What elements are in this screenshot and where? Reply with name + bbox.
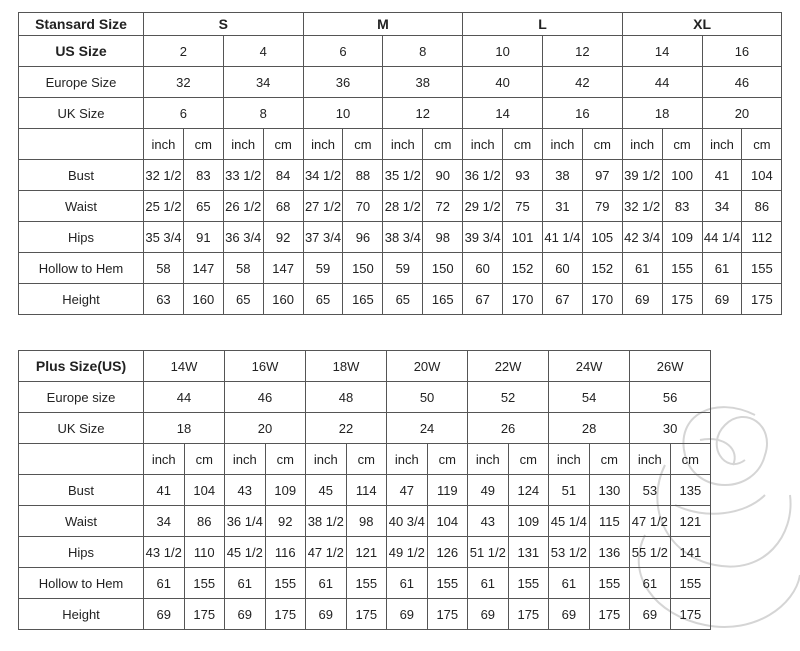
uk-size-cell: 6 <box>144 98 224 129</box>
plus-europe-size-cell: 46 <box>225 382 306 413</box>
measure-cell: 84 <box>263 160 303 191</box>
plus-measure-cell: 175 <box>670 599 711 630</box>
unit-cm: cm <box>503 129 543 160</box>
plus-measure-cell: 61 <box>387 568 428 599</box>
measure-cell: 170 <box>503 284 543 315</box>
plus-europe-size-label: Europe size <box>19 382 144 413</box>
unit-cm: cm <box>265 444 306 475</box>
plus-measure-cell: 126 <box>427 537 468 568</box>
plus-size-cell: 24W <box>549 351 630 382</box>
us-size-cell: 4 <box>223 36 303 67</box>
measure-cell: 65 <box>183 191 223 222</box>
measure-label: Bust <box>19 160 144 191</box>
plus-measure-row <box>19 475 711 506</box>
unit-inch: inch <box>542 129 582 160</box>
measure-cell: 90 <box>423 160 463 191</box>
unit-inch: inch <box>225 444 266 475</box>
plus-measure-cell: 43 1/2 <box>144 537 185 568</box>
unit-inch: inch <box>383 129 423 160</box>
unit-cm: cm <box>582 129 622 160</box>
us-size-row <box>19 36 782 67</box>
measure-cell: 59 <box>383 253 423 284</box>
measure-cell: 69 <box>702 284 742 315</box>
plus-uk-size-row <box>19 413 711 444</box>
plus-measure-cell: 119 <box>427 475 468 506</box>
plus-measure-cell: 36 1/4 <box>225 506 266 537</box>
measure-cell: 39 3/4 <box>463 222 503 253</box>
plus-measure-cell: 49 1/2 <box>387 537 428 568</box>
unit-cm: cm <box>508 444 549 475</box>
measure-label: Hollow to Hem <box>19 253 144 284</box>
measure-row <box>19 284 782 315</box>
plus-measure-cell: 69 <box>387 599 428 630</box>
measure-cell: 32 1/2 <box>144 160 184 191</box>
plus-measure-cell: 69 <box>468 599 509 630</box>
measure-row <box>19 160 782 191</box>
measure-label: Hips <box>19 222 144 253</box>
plus-measure-cell: 61 <box>306 568 347 599</box>
measure-cell: 25 1/2 <box>144 191 184 222</box>
plus-measure-cell: 136 <box>589 537 630 568</box>
measure-cell: 60 <box>542 253 582 284</box>
plus-measure-cell: 115 <box>589 506 630 537</box>
plus-europe-size-cell: 50 <box>387 382 468 413</box>
plus-measure-label: Bust <box>19 475 144 506</box>
plus-measure-cell: 114 <box>346 475 387 506</box>
measure-cell: 67 <box>542 284 582 315</box>
uk-size-cell: 10 <box>303 98 383 129</box>
plus-measure-cell: 92 <box>265 506 306 537</box>
measure-cell: 72 <box>423 191 463 222</box>
us-size-cell: 2 <box>144 36 224 67</box>
measure-cell: 33 1/2 <box>223 160 263 191</box>
plus-uk-size-label: UK Size <box>19 413 144 444</box>
uk-size-label: UK Size <box>19 98 144 129</box>
plus-measure-cell: 43 <box>468 506 509 537</box>
plus-size-header-row <box>19 351 711 382</box>
plus-measure-cell: 40 3/4 <box>387 506 428 537</box>
measure-cell: 170 <box>582 284 622 315</box>
plus-measure-cell: 43 <box>225 475 266 506</box>
europe-size-cell: 44 <box>622 67 702 98</box>
measure-cell: 58 <box>144 253 184 284</box>
measure-row <box>19 191 782 222</box>
measure-cell: 27 1/2 <box>303 191 343 222</box>
plus-measure-cell: 110 <box>184 537 225 568</box>
measure-cell: 109 <box>662 222 702 253</box>
measure-cell: 160 <box>183 284 223 315</box>
plus-measure-cell: 55 1/2 <box>630 537 671 568</box>
measure-cell: 37 3/4 <box>303 222 343 253</box>
measure-cell: 36 3/4 <box>223 222 263 253</box>
plus-measure-cell: 61 <box>468 568 509 599</box>
plus-measure-cell: 155 <box>427 568 468 599</box>
europe-size-cell: 36 <box>303 67 383 98</box>
measure-cell: 65 <box>223 284 263 315</box>
europe-size-cell: 42 <box>542 67 622 98</box>
measure-cell: 70 <box>343 191 383 222</box>
size-m: M <box>303 13 463 36</box>
plus-size-cell: 18W <box>306 351 387 382</box>
uk-size-cell: 12 <box>383 98 463 129</box>
measure-row <box>19 222 782 253</box>
unit-cm: cm <box>183 129 223 160</box>
plus-size-cell: 16W <box>225 351 306 382</box>
measure-cell: 155 <box>662 253 702 284</box>
europe-size-cell: 34 <box>223 67 303 98</box>
measure-cell: 175 <box>662 284 702 315</box>
plus-size-cell: 20W <box>387 351 468 382</box>
plus-measure-cell: 45 <box>306 475 347 506</box>
plus-measure-cell: 45 1/2 <box>225 537 266 568</box>
unit-cm: cm <box>662 129 702 160</box>
plus-measure-cell: 155 <box>589 568 630 599</box>
measure-cell: 101 <box>503 222 543 253</box>
uk-size-cell: 16 <box>542 98 622 129</box>
measure-cell: 67 <box>463 284 503 315</box>
measure-row <box>19 253 782 284</box>
measure-cell: 100 <box>662 160 702 191</box>
measure-cell: 61 <box>702 253 742 284</box>
plus-measure-cell: 104 <box>427 506 468 537</box>
measure-cell: 112 <box>742 222 782 253</box>
us-size-cell: 16 <box>702 36 782 67</box>
plus-measure-cell: 61 <box>630 568 671 599</box>
measure-cell: 58 <box>223 253 263 284</box>
plus-measure-cell: 175 <box>265 599 306 630</box>
plus-measure-cell: 47 1/2 <box>306 537 347 568</box>
plus-measure-cell: 155 <box>184 568 225 599</box>
unit-cm: cm <box>742 129 782 160</box>
us-size-cell: 8 <box>383 36 463 67</box>
plus-measure-cell: 135 <box>670 475 711 506</box>
uk-size-cell: 8 <box>223 98 303 129</box>
uk-size-cell: 18 <box>622 98 702 129</box>
unit-cm: cm <box>346 444 387 475</box>
plus-measure-row <box>19 599 711 630</box>
unit-inch: inch <box>702 129 742 160</box>
measure-cell: 38 <box>542 160 582 191</box>
unit-inch: inch <box>622 129 662 160</box>
plus-measure-cell: 69 <box>306 599 347 630</box>
measure-cell: 105 <box>582 222 622 253</box>
measure-cell: 63 <box>144 284 184 315</box>
plus-size-cell: 22W <box>468 351 549 382</box>
plus-measure-label: Waist <box>19 506 144 537</box>
plus-uk-size-cell: 22 <box>306 413 387 444</box>
measure-cell: 34 <box>702 191 742 222</box>
plus-measure-cell: 131 <box>508 537 549 568</box>
plus-measure-cell: 51 <box>549 475 590 506</box>
measure-cell: 97 <box>582 160 622 191</box>
plus-measure-cell: 141 <box>670 537 711 568</box>
plus-europe-size-cell: 52 <box>468 382 549 413</box>
plus-measure-cell: 69 <box>630 599 671 630</box>
plus-uk-size-cell: 28 <box>549 413 630 444</box>
plus-size-cell: 14W <box>144 351 225 382</box>
plus-measure-cell: 38 1/2 <box>306 506 347 537</box>
plus-measure-cell: 69 <box>225 599 266 630</box>
plus-measure-cell: 53 <box>630 475 671 506</box>
measure-cell: 96 <box>343 222 383 253</box>
unit-inch: inch <box>630 444 671 475</box>
europe-size-cell: 40 <box>463 67 543 98</box>
measure-cell: 88 <box>343 160 383 191</box>
plus-uk-size-cell: 26 <box>468 413 549 444</box>
measure-cell: 86 <box>742 191 782 222</box>
plus-uk-size-cell: 24 <box>387 413 468 444</box>
plus-measure-cell: 45 1/4 <box>549 506 590 537</box>
plus-size-table <box>18 350 711 630</box>
size-xl: XL <box>622 13 782 36</box>
plus-measure-cell: 124 <box>508 475 549 506</box>
measure-cell: 41 <box>702 160 742 191</box>
plus-measure-cell: 61 <box>549 568 590 599</box>
plus-measure-cell: 47 <box>387 475 428 506</box>
size-header-row <box>19 13 782 36</box>
measure-cell: 28 1/2 <box>383 191 423 222</box>
plus-measure-cell: 175 <box>427 599 468 630</box>
measure-cell: 165 <box>343 284 383 315</box>
plus-uk-size-cell: 20 <box>225 413 306 444</box>
measure-cell: 32 1/2 <box>622 191 662 222</box>
plus-measure-cell: 109 <box>265 475 306 506</box>
unit-inch: inch <box>144 129 184 160</box>
unit-row <box>19 129 782 160</box>
plus-measure-cell: 47 1/2 <box>630 506 671 537</box>
plus-measure-cell: 61 <box>225 568 266 599</box>
measure-cell: 79 <box>582 191 622 222</box>
uk-size-cell: 20 <box>702 98 782 129</box>
measure-cell: 42 3/4 <box>622 222 662 253</box>
unit-cm: cm <box>670 444 711 475</box>
plus-measure-cell: 175 <box>589 599 630 630</box>
uk-size-row <box>19 98 782 129</box>
us-size-cell: 6 <box>303 36 383 67</box>
plus-measure-cell: 155 <box>346 568 387 599</box>
measure-cell: 83 <box>662 191 702 222</box>
unit-cm: cm <box>184 444 225 475</box>
plus-measure-cell: 98 <box>346 506 387 537</box>
unit-inch: inch <box>463 129 503 160</box>
measure-cell: 83 <box>183 160 223 191</box>
measure-cell: 34 1/2 <box>303 160 343 191</box>
measure-cell: 91 <box>183 222 223 253</box>
plus-measure-cell: 175 <box>184 599 225 630</box>
measure-label: Height <box>19 284 144 315</box>
measure-cell: 69 <box>622 284 662 315</box>
measure-cell: 92 <box>263 222 303 253</box>
plus-uk-size-cell: 30 <box>630 413 711 444</box>
plus-measure-row <box>19 568 711 599</box>
plus-europe-size-cell: 48 <box>306 382 387 413</box>
unit-inch: inch <box>549 444 590 475</box>
measure-cell: 175 <box>742 284 782 315</box>
standard-size-label: Stansard Size <box>19 13 144 36</box>
plus-size-cell: 26W <box>630 351 711 382</box>
measure-cell: 155 <box>742 253 782 284</box>
plus-measure-cell: 69 <box>144 599 185 630</box>
measure-cell: 65 <box>303 284 343 315</box>
measure-cell: 39 1/2 <box>622 160 662 191</box>
plus-measure-cell: 34 <box>144 506 185 537</box>
plus-measure-row <box>19 506 711 537</box>
measure-cell: 26 1/2 <box>223 191 263 222</box>
plus-europe-size-cell: 54 <box>549 382 630 413</box>
plus-measure-cell: 155 <box>508 568 549 599</box>
measure-cell: 60 <box>463 253 503 284</box>
measure-cell: 150 <box>423 253 463 284</box>
measure-cell: 147 <box>263 253 303 284</box>
measure-cell: 44 1/4 <box>702 222 742 253</box>
plus-measure-cell: 109 <box>508 506 549 537</box>
measure-cell: 152 <box>503 253 543 284</box>
unit-cm: cm <box>263 129 303 160</box>
measure-cell: 65 <box>383 284 423 315</box>
unit-cm: cm <box>427 444 468 475</box>
measure-cell: 147 <box>183 253 223 284</box>
plus-measure-cell: 155 <box>670 568 711 599</box>
plus-europe-size-row <box>19 382 711 413</box>
plus-measure-cell: 175 <box>508 599 549 630</box>
plus-measure-cell: 69 <box>549 599 590 630</box>
plus-europe-size-cell: 56 <box>630 382 711 413</box>
plus-measure-cell: 53 1/2 <box>549 537 590 568</box>
measure-cell: 75 <box>503 191 543 222</box>
plus-measure-cell: 61 <box>144 568 185 599</box>
europe-size-row <box>19 67 782 98</box>
plus-size-label: Plus Size(US) <box>19 351 144 382</box>
measure-cell: 98 <box>423 222 463 253</box>
plus-measure-cell: 49 <box>468 475 509 506</box>
plus-unit-row <box>19 444 711 475</box>
plus-measure-cell: 51 1/2 <box>468 537 509 568</box>
plus-measure-cell: 104 <box>184 475 225 506</box>
plus-measure-label: Height <box>19 599 144 630</box>
measure-label: Waist <box>19 191 144 222</box>
measure-cell: 160 <box>263 284 303 315</box>
plus-measure-cell: 41 <box>144 475 185 506</box>
plus-unit-row-blank <box>19 444 144 475</box>
plus-measure-cell: 86 <box>184 506 225 537</box>
measure-cell: 35 1/2 <box>383 160 423 191</box>
unit-cm: cm <box>423 129 463 160</box>
plus-measure-row <box>19 537 711 568</box>
size-s: S <box>144 13 304 36</box>
measure-cell: 104 <box>742 160 782 191</box>
measure-cell: 68 <box>263 191 303 222</box>
plus-measure-cell: 130 <box>589 475 630 506</box>
measure-cell: 41 1/4 <box>542 222 582 253</box>
measure-cell: 38 3/4 <box>383 222 423 253</box>
plus-measure-label: Hips <box>19 537 144 568</box>
unit-cm: cm <box>589 444 630 475</box>
europe-size-cell: 46 <box>702 67 782 98</box>
us-size-cell: 12 <box>542 36 622 67</box>
unit-inch: inch <box>223 129 263 160</box>
measure-cell: 36 1/2 <box>463 160 503 191</box>
plus-measure-cell: 121 <box>346 537 387 568</box>
plus-measure-cell: 175 <box>346 599 387 630</box>
plus-europe-size-cell: 44 <box>144 382 225 413</box>
europe-size-label: Europe Size <box>19 67 144 98</box>
us-size-label: US Size <box>19 36 144 67</box>
measure-cell: 165 <box>423 284 463 315</box>
uk-size-cell: 14 <box>463 98 543 129</box>
standard-size-table <box>18 12 782 315</box>
measure-cell: 61 <box>622 253 662 284</box>
us-size-cell: 14 <box>622 36 702 67</box>
us-size-cell: 10 <box>463 36 543 67</box>
plus-measure-label: Hollow to Hem <box>19 568 144 599</box>
plus-measure-cell: 121 <box>670 506 711 537</box>
plus-measure-cell: 155 <box>265 568 306 599</box>
unit-inch: inch <box>387 444 428 475</box>
measure-cell: 152 <box>582 253 622 284</box>
unit-inch: inch <box>303 129 343 160</box>
measure-cell: 31 <box>542 191 582 222</box>
measure-cell: 29 1/2 <box>463 191 503 222</box>
size-l: L <box>463 13 623 36</box>
measure-cell: 35 3/4 <box>144 222 184 253</box>
unit-inch: inch <box>144 444 185 475</box>
measure-cell: 150 <box>343 253 383 284</box>
unit-inch: inch <box>468 444 509 475</box>
plus-measure-cell: 116 <box>265 537 306 568</box>
plus-uk-size-cell: 18 <box>144 413 225 444</box>
unit-cm: cm <box>343 129 383 160</box>
unit-inch: inch <box>306 444 347 475</box>
europe-size-cell: 38 <box>383 67 463 98</box>
measure-cell: 59 <box>303 253 343 284</box>
unit-row-blank <box>19 129 144 160</box>
measure-cell: 93 <box>503 160 543 191</box>
europe-size-cell: 32 <box>144 67 224 98</box>
